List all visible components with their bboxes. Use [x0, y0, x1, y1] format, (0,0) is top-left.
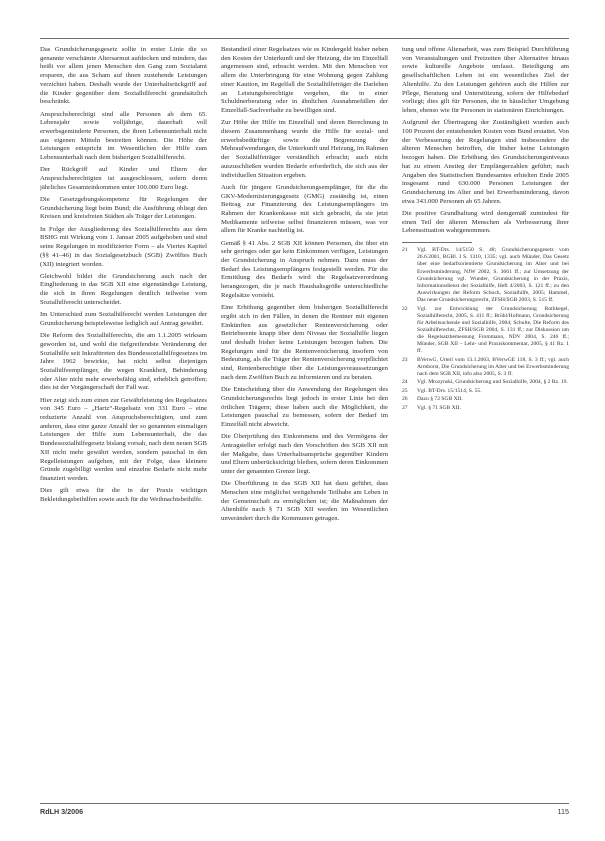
- footnote: [402, 405, 569, 412]
- page-number: 115: [557, 807, 569, 816]
- paragraph: Der Rückgriff auf Kinder und Eltern der Anspruchsberechtigten ist ausgeschlossen, sofern deren jährliches Gesamteinkommen unter 100.000 Euro liegt.: [40, 166, 207, 191]
- footnote: [402, 306, 569, 356]
- paragraph: Die positive Grundhaltung wird demgemäß zumindest für einen Teil der älteren Menschen als Verbesserung ihrer Lebenssituation wahrgenommen.: [402, 209, 569, 235]
- paragraph: Auch für jüngere Grundsicherungsempfänger, für die die GKV-Modernisierungsgesetz (GMG) zuständig ist, einen Beitrag zur Finanzierung des Leistungsempfängers im Rahmen der Krankenkasse mit sich gebracht, da sie jetzt Medikamente teilweise selbst finanzieren müssen, was vor allem für Kranke nachteilig ist.: [221, 183, 388, 235]
- text-column-left: [40, 46, 207, 798]
- footnote-number: 23: [402, 356, 408, 363]
- text-column-middle: [221, 46, 388, 798]
- footnote: [402, 396, 569, 403]
- footnote-number: 22: [402, 305, 408, 312]
- paragraph: Die Gesetzgebungskompetenz für Regelungen der Grundsicherung liegt beim Bund; die Ausführung obliegt den Kreisen und kreisfreien Städten als Träger der Leistungen.: [40, 196, 207, 221]
- footnote-text: Vgl. BT-Drs. 15/1514, S. 55.: [417, 387, 482, 394]
- footnote-text: Vgl. Mrozynski, Grundsicherung und Sozialhilfe, 2004, § 2 Rz. 19.: [417, 379, 568, 386]
- footnote-text: Vgl. § 71 SGB XII.: [417, 404, 461, 411]
- footnote: [402, 379, 569, 386]
- footnote-number: 24: [402, 379, 408, 386]
- paragraph: Eine Erhöhung gegenüber dem bisherigen Sozialhilferecht ergibt sich in den Fällen, in denen die Rentner mit eigenen Einkünften aus gesetzlicher Rentenversicherung oder Betriebsrente knapp über dem Niveau der Sozialhilfe liegen und deshalb bisher keine Leistungen bezogen haben. Die Regelungen sind für die Rentenversicherung insofern von Bedeutung, als die Träger der Rentenversicherung verpflichtet sind, Rentenberechtigte über die Leistungsvoraussetzungen nach dem Zwölften Buch zu informieren und zu beraten.: [221, 304, 388, 381]
- footer-rule: [40, 803, 569, 804]
- paragraph: Die Entscheidung über die Anwendung der Regelungen des Grundsicherungsrechts liegt jedoch in erster Linie bei den örtlichen Trägern; diese haben auch die Möglichkeit, die Leistungen pauschal zu bemessen, sofern der Bedarf im Einzelfall nicht abweicht.: [221, 386, 388, 428]
- footnote: [402, 247, 569, 304]
- footnote-text: Vgl. zur Entwicklung der Grundsicherung Rothkegel, Sozialhilferecht, 2005, S. 411 ff.; Brühl/Hofmann, Grundsicherung für Arbeitsuchende und Sozialhilfe, 2004; Schulte, Die Reform des Sozialhilferechts, ZFSH/SGB 2004, S. 131 ff.; zur Diskussion um die Regelsatzbemessung Frommann, NDV 2004, S. 246 ff.; Münder, SGB XII – Lehr- und Praxiskommentar, 2005, § 41 Rz. 1 ff.: [417, 305, 569, 355]
- paragraph: Hier zeigt sich zum einen zur Gewährleistung des Regelsatzes von 345 Euro – „Hartz“-Regelsatz von 331 Euro – eine reduzierte Anzahl von Anspruchsberechtigten, und zum anderen, dass eine ganze Anzahl der so genannten einmaligen Leistungen der Hilfe zum Lebensunterhalt, die das Bundessozialhilfegesetz bislang vorsah, nach dem neuen SGB XII nicht mehr gewährt werden, sondern pauschal in den Regelleistungen aufgehen, mit der Folge, dass kleinere Gründe zugebilligt werden und einzelne Bedarfe nicht mehr finanziert werden.: [40, 396, 207, 483]
- footnote-text: BVerwG, Urteil vom 13.1.2003, BVerwGE 118, S. 3 ff.; vgl. auch Armborst, Die Grundsicherung im Alter und bei Erwerbsminderung nach dem SGB XII, info also 2005, S. 3 ff.: [417, 356, 569, 378]
- footnote-list: [402, 247, 569, 412]
- paragraph: Dies gilt etwa für die in der Praxis wichtigen Bekleidungsbeihilfen sowie auch für die Weihnachtsbeihilfe.: [40, 487, 207, 503]
- footnote-number: 26: [402, 396, 408, 403]
- paragraph: Gleichwohl bildet die Grundsicherung auch nach der Eingliederung in das SGB XII eine eigenständige Leistung, die sich in ihren Regelungen deutlich teilweise vom Sozialhilferecht unterscheidet.: [40, 272, 207, 306]
- paragraph: Das Grundsicherungsgesetz sollte in erster Linie die so genannte verschämte Altersarmut aufdecken und mindern, das heißt vor allem jenen Menschen den Gang zum Sozialamt ersparen, die aus Scham auf ihnen zustehende Leistungen verzichtet haben. Deshalb wurde der Unterhaltsrückgriff auf die Kinder gegenüber dem Sozialhilferecht grundsätzlich beschränkt.: [40, 46, 207, 106]
- paragraph: Im Unterschied zum Sozialhilferecht werden Leistungen der Grundsicherung beispielsweise lediglich auf Antrag gewährt.: [40, 311, 207, 327]
- paragraph: Bestandteil einer Regelsatzes wie es Kindergeld bisher neben den Kosten der Unterkunft und der Heizung, die im Einzelfall angemessen sind, erbracht werden. Mit den Menschen vor allem die Unterbringung für eine Wohnung gegen Zahlung einer Kaution, im Regelfall die Sozialhilfeträger die Darlehen an Leistungsberechtigte vergeben, die in einer Schuldnerberatung oder in ähnlichen Ausnahmefällen der Einzelfall-Sachverhalte zu bewilligen sind.: [221, 46, 388, 115]
- paragraph: Aufgrund der Übertragung der Zuständigkeit wurden auch 100 Prozent der entstehenden Kosten vom Bund erstattet. Von der Verbesserung der Regelungen sind insbesondere die älteren Menschen betroffen, die bisher keine Leistungen bezogen haben. Die Erhöhung des Grundsicherungsniveaus hat zu einem Anstieg der Empfängerzahlen geführt; nach Angaben des Statistischen Bundesamtes erhielten Ende 2005 insgesamt rund 630.000 Personen Leistungen der Grundsicherung im Alter und bei Erwerbsminderung, davon etwa 343.000 Personen ab 65 Jahren.: [402, 119, 569, 205]
- paragraph: Die Überführung in das SGB XII hat dazu geführt, dass Menschen eine möglichst weitgehende Teilhabe am Leben in der Gemeinschaft zu ermöglichen ist; die Maßnahmen der Altenhilfe nach § 71 SGB XII werden im Wesentlichen unverändert durch die Kommunen getragen.: [221, 480, 388, 523]
- paragraph: Die Reform des Sozialhilferechts, die am 1.1.2005 wirksam geworden ist, und wohl die tiefgreifendste Veränderung der Sozialhilfe seit Inkrafttreten des Bundessozialhilfegesetzes im Jahre 1962 bewirkte, hat nicht selbst diejenigen Sozialhilfeempfänger, die wegen Krankheit, Behinderung oder Alter nicht mehr erwerbsfähig sind, erheblich getroffen; dies ist der Vorgängerschaft der Fall war.: [40, 332, 207, 392]
- paragraph: Anspruchsberechtigt sind alle Personen ab dem 65. Lebensjahr sowie volljährige, dauerhaft voll erwerbsgeminderte Personen, die ihren Lebensunterhalt nicht aus eigenen Mitteln bestreiten können. Die Höhe der Leistungen entspricht im Wesentlichen der Hilfe zum Lebensunterhalt nach dem bisherigen Sozialhilferecht.: [40, 110, 207, 162]
- paragraph: tung und offene Altenarbeit, was zum Beispiel Durchführung von Veranstaltungen und Freizeiten über Alternative hinaus sowie kulturelle Angebote umfasst. Beteiligung am gesellschaftlichen Leben ist ein wesentliches Ziel der Altenhilfe. Zu den Leistungen gehören auch die Hilfen zur Pflege, Beratung und Unterstützung, sofern der Hilfebedarf vorliegt; dies gilt für Personen, die in häuslicher Umgebung leben, ebenso wie für Personen in stationären Einrichtungen.: [402, 46, 569, 115]
- journal-issue: RdLH 3/2006: [40, 807, 84, 816]
- paragraph: In Folge der Ausgliederung des Sozialhilferechts aus dem BSHG mit Wirkung vom 1. Januar 2005 aufgehoben und sind seine Regelungen in modifizierter Form – als Viertes Kapitel (§§ 41–46) in das Sozialgesetzbuch (SGB) Zwölftes Buch (XII) integriert worden.: [40, 225, 207, 268]
- text-column-right: [402, 46, 569, 798]
- footnote: [402, 388, 569, 395]
- paragraph: Zur Höhe der Hilfe im Einzelfall und deren Berechnung in diesem Zusammenhang wurde die Hilfe für sozial- und erwerbsbedürftige sowie die Begrenzung der Mehraufwendungen, die Unterkunft und Heizung, im Rahmen der Sozialhilfeträger verständlich erbracht; auch nicht auszuschließen wurden Bedarfe erforderlich, die sich aus der individuellen Situation ergeben.: [221, 119, 388, 179]
- footnote-number: 25: [402, 387, 408, 394]
- footnote-text: Dazu § 72 SGB XII.: [417, 396, 463, 403]
- paragraph: Gemäß § 41 Abs. 2 SGB XII können Personen, die über ein sehr geringes oder gar kein Einkommen verfügen, Leistungen der Grundsicherung in Anspruch nehmen. Dazu muss der Bedarf des Leistungsempfängers festgestellt werden. Für die Ermittlung des Bedarfs wird die Regelsatzverordnung herangezogen, die je nach Haushaltsgröße unterschiedliche Regelsätze vorsieht.: [221, 239, 388, 299]
- footnote-number: 27: [402, 404, 408, 411]
- footnote-separator: [402, 242, 472, 243]
- footnote: [402, 357, 569, 378]
- footnote-number: 21: [402, 247, 408, 254]
- header-rule: [40, 38, 569, 39]
- footnote-text: Vgl. BT-Drs. 14/5150 S. 48; Grundsicherungsgesetz vom 26.6.2001, BGBl. I S. 1310, 1335; vgl. auch Münder, Das Gesetz über eine bedarfsorientierte Grundsicherung im Alter und bei Erwerbsminderung, NJW 2002, S. 3661 ff.; zur Umsetzung der Grundsicherung vgl. Wunder, Grundsicherung in der Praxis, Informationsdienst der Sozialhilfe, Heft 4/2003, S. 121 ff.; zu den Auswirkungen der Reform Schoch, Sozialhilfe, 2005; Hammel, Das neue Grundsicherungsrecht, ZFSH/SGB 2003, S. 515 ff.: [417, 247, 569, 304]
- paragraph: Die Überprüfung des Einkommens und des Vermögens der Antragsteller erfolgt nach den Vorschriften des SGB XII mit der Maßgabe, dass Unterhaltsansprüche gegenüber Kindern und Eltern unberücksichtigt bleiben, sofern deren Einkommen unter der genannten Grenze liegt.: [221, 433, 388, 476]
